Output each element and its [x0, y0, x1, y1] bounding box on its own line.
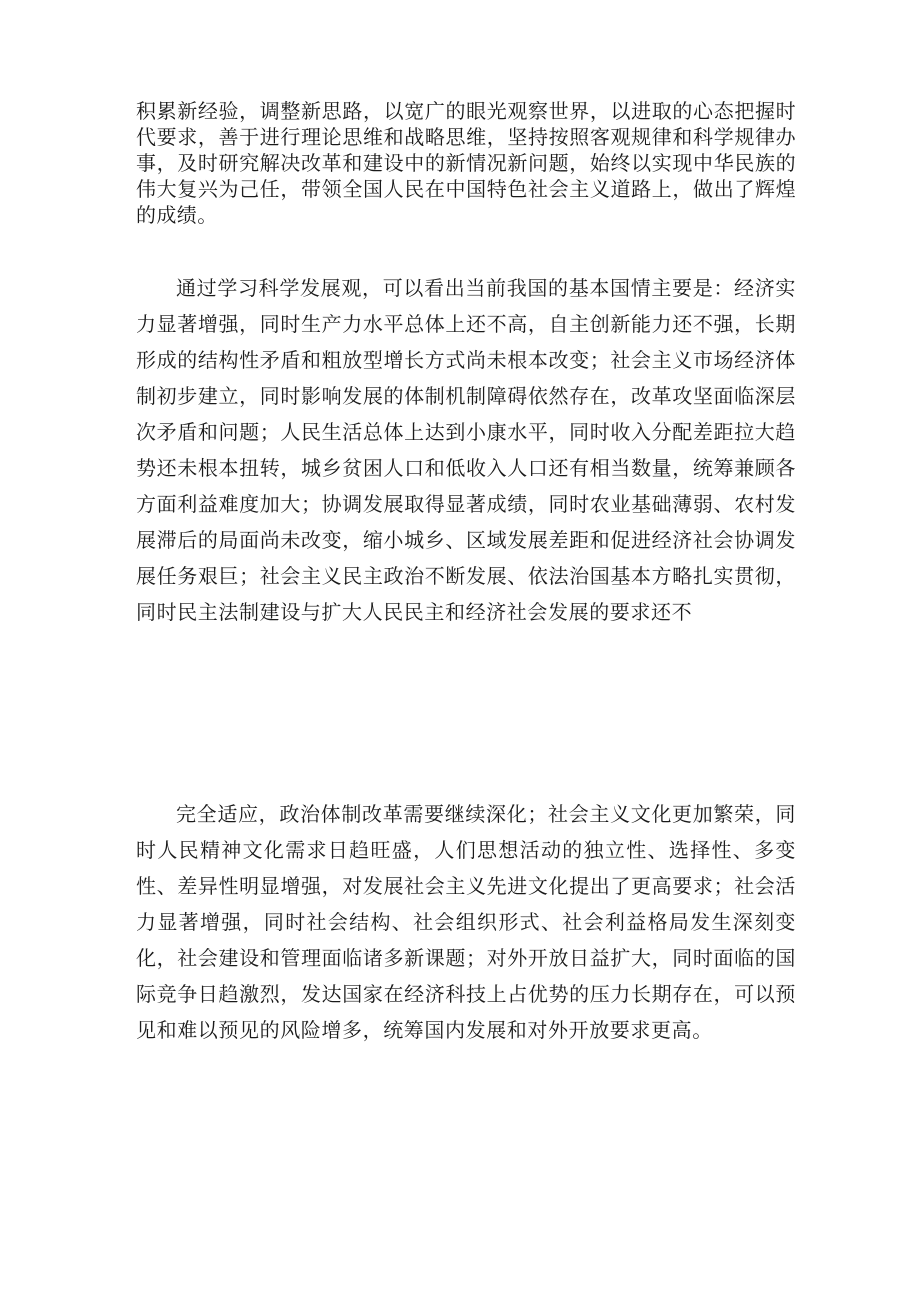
paragraph-1: 积累新经验，调整新思路，以宽广的眼光观察世界，以进取的心态把握时代要求，善于进行理论思维和战略思维，坚持按照客观规律和科学规律办事，及时研究解决改革和建设中的新情况新问题，始终以实现中华民族的伟大复兴为己任，带领全国人民在中国特色社会主义道路上，做出了辉煌的成绩。 [136, 99, 796, 227]
paragraph-2: 通过学习科学发展观，可以看出当前我国的基本国情主要是：经济实力显著增强，同时生产力水平总体上还不高，自主创新能力还不强，长期形成的结构性矛盾和粗放型增长方式尚未根本改变；社会主义市场经济体制初步建立，同时影响发展的体制机制障碍依然存在，改革攻坚面临深层次矛盾和问题；人民生活总体上达到小康水平，同时收入分配差距拉大趋势还未根本扭转，城乡贫困人口和低收入人口还有相当数量，统筹兼顾各方面利益难度加大；协调发展取得显著成绩，同时农业基础薄弱、农村发展滞后的局面尚未改变，缩小城乡、区域发展差距和促进经济社会协调发展任务艰巨；社会主义民主政治不断发展、依法治国基本方略扎实贯彻，同时民主法制建设与扩大人民民主和经济社会发展的要求还不 [136, 276, 796, 624]
paragraph-3: 完全适应，政治体制改革需要继续深化；社会主义文化更加繁荣，同时人民精神文化需求日趋旺盛，人们思想活动的独立性、选择性、多变性、差异性明显增强，对发展社会主义先进文化提出了更高要求；社会活力显著增强，同时社会结构、社会组织形式、社会利益格局发生深刻变化，社会建设和管理面临诸多新课题；对外开放日益扩大，同时面临的国际竞争日趋激烈，发达国家在经济科技上占优势的压力长期存在，可以预见和难以预见的风险增多，统筹国内发展和对外开放要求更高。 [136, 802, 796, 1042]
